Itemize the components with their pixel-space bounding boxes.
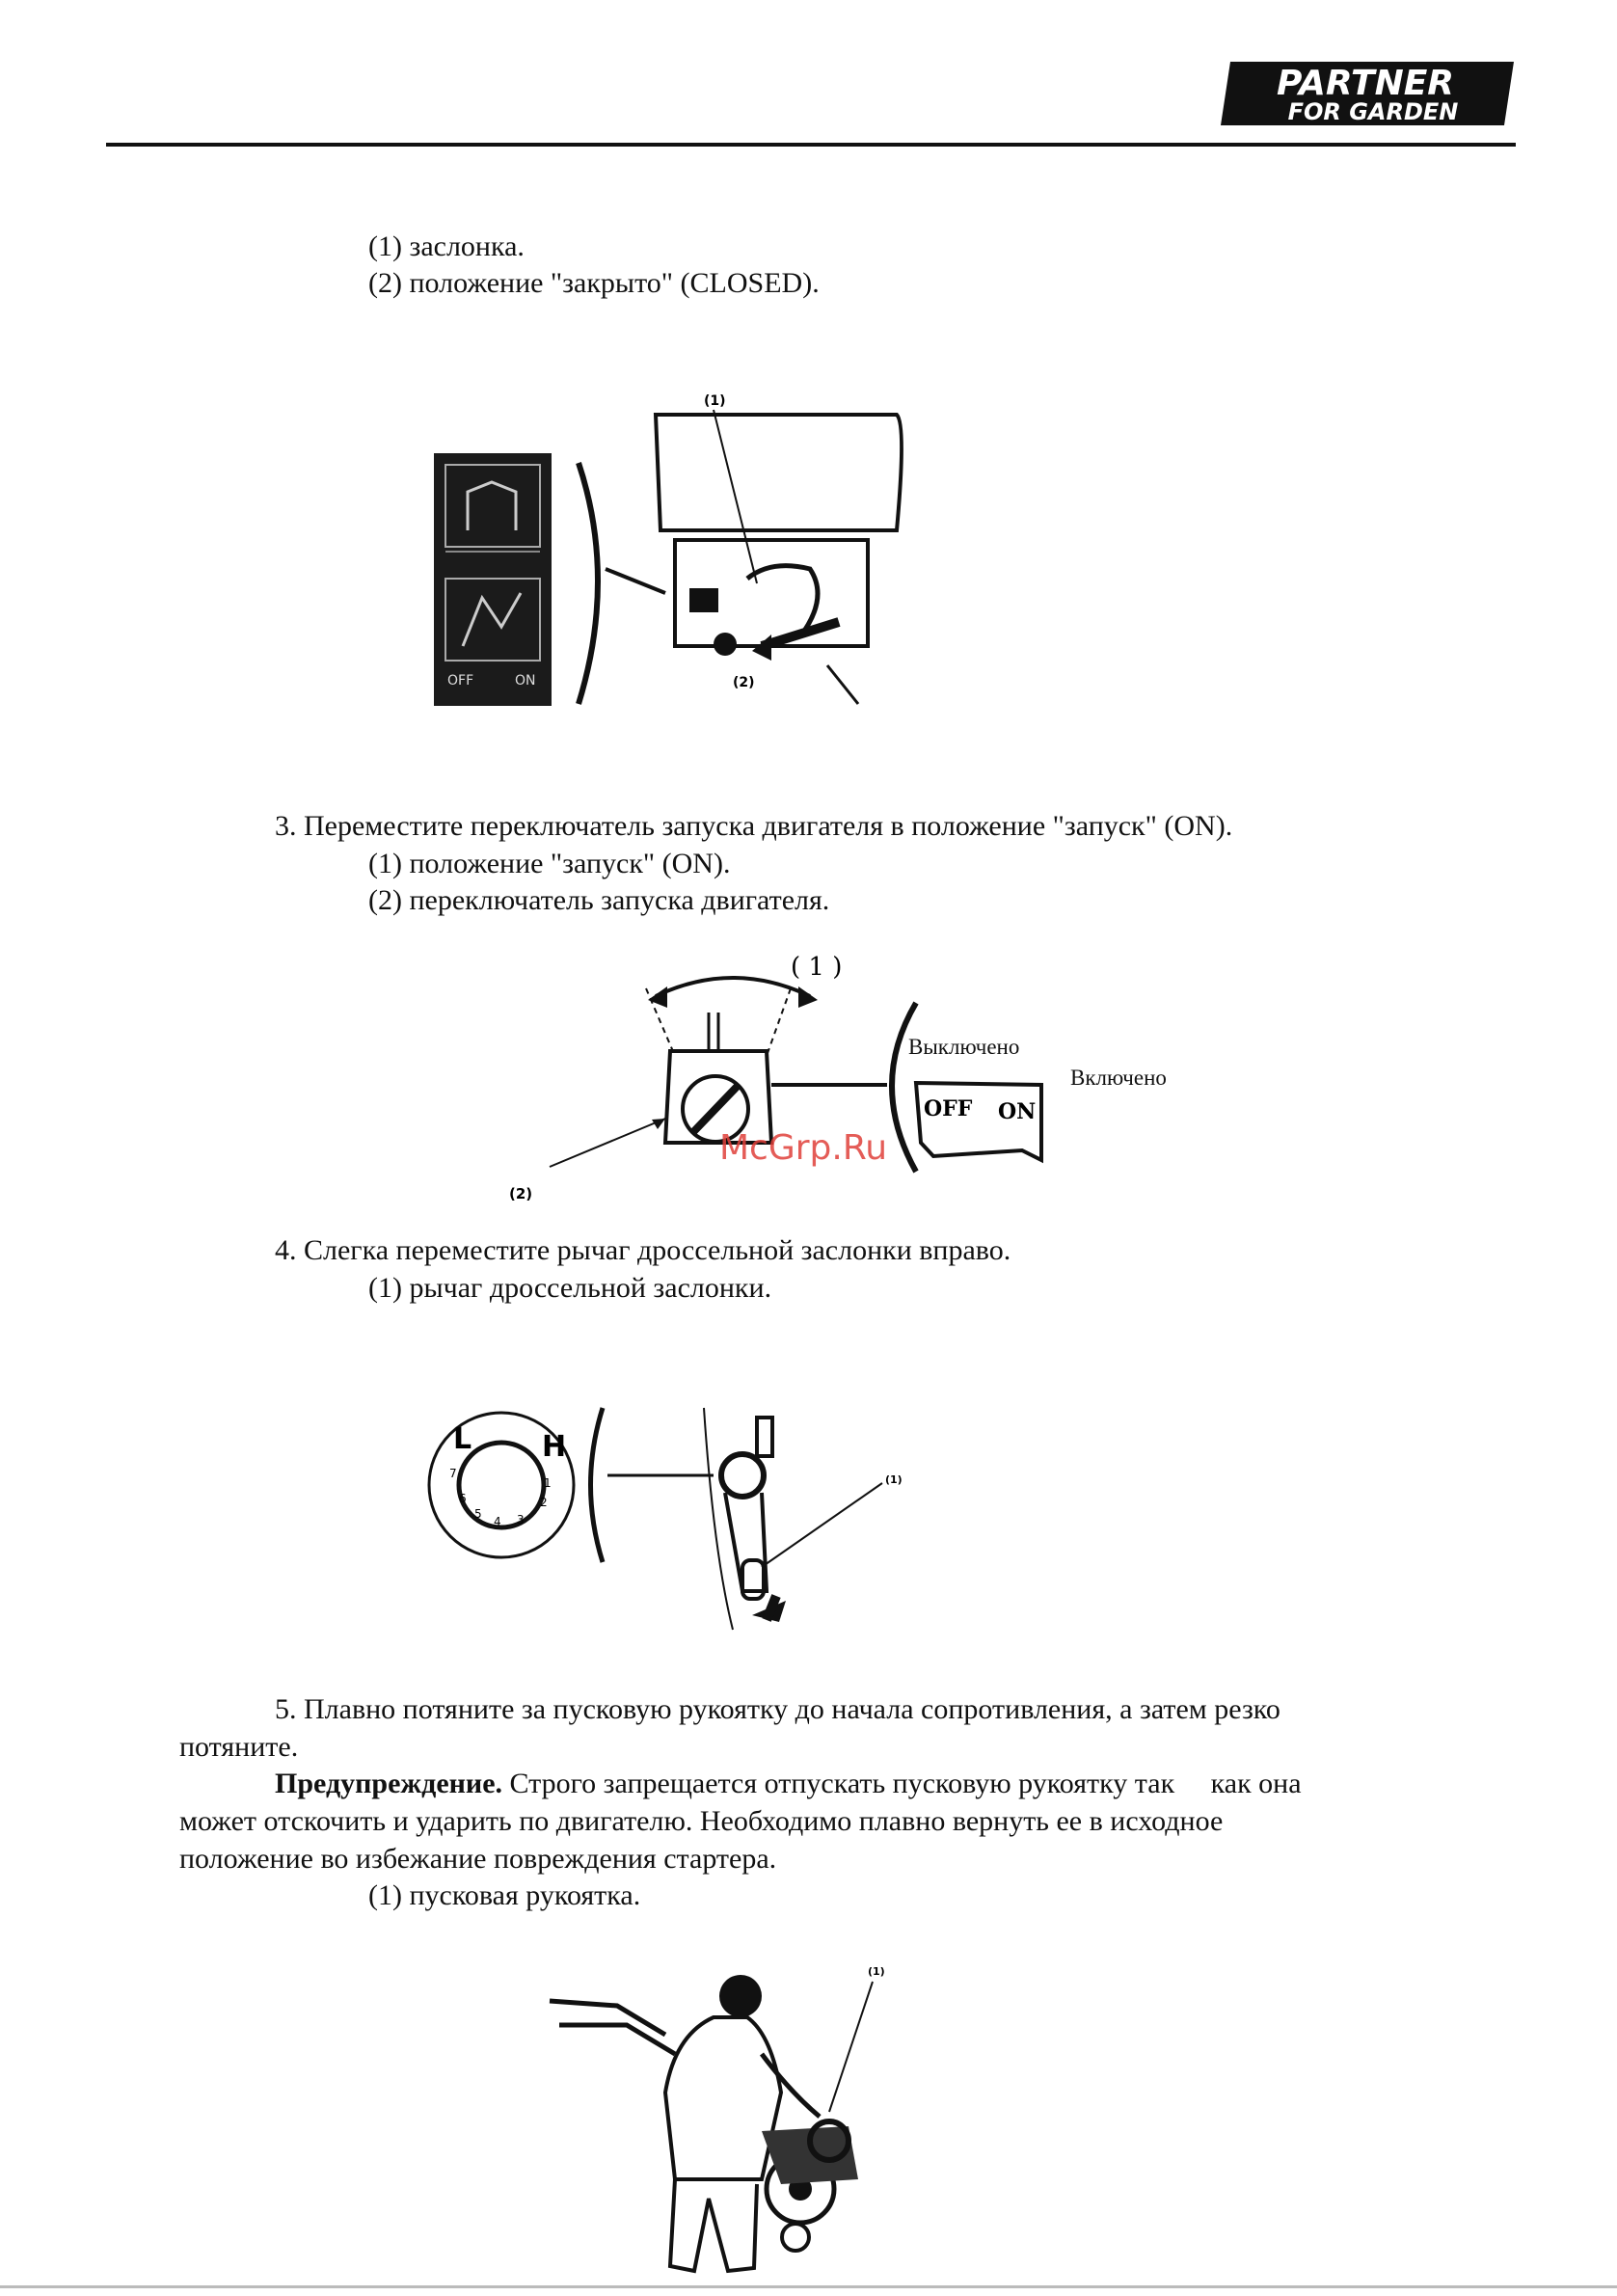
choke-panel-off: OFF: [447, 673, 474, 689]
warning-text-1: Строго запрещается отпускать пусковую рукоятку так как она: [509, 1768, 1302, 1799]
label-off: Выключено: [908, 1035, 1020, 1059]
choke-callout-2: (2): [733, 675, 755, 690]
step4-heading: 4. Слегка переместите рычаг дроссельной заслонки вправо.: [275, 1234, 1011, 1266]
choke-callout-1: (1): [704, 393, 726, 409]
warning-label: Предупреждение.: [275, 1768, 503, 1799]
footer-rule: [0, 2285, 1617, 2288]
brand-logo: [1221, 62, 1514, 125]
starter-callout-1: (1): [868, 1965, 885, 1978]
step3-item-2: (2) переключатель запуска двигателя.: [368, 884, 830, 916]
dial-num-7: 7: [449, 1467, 457, 1480]
dial-high: H: [542, 1430, 567, 1464]
throttle-callout-1: (1): [885, 1473, 903, 1486]
step3-heading: 3. Переместите переключатель запуска двигателя в положение "запуск" (ON).: [275, 810, 1233, 842]
dial-num-1: 1: [544, 1476, 552, 1490]
warning-line2: может отскочить и ударить по двигателю. Необходимо плавно вернуть ее в исходное: [179, 1805, 1224, 1837]
switch-callout-1: ( 1 ): [791, 953, 843, 982]
step3-item-1: (1) положение "запуск" (ON).: [368, 848, 731, 879]
brand-line1: PARTNER: [1276, 64, 1455, 103]
choke-figure: [424, 386, 964, 723]
switch-plate-on: ON: [998, 1099, 1037, 1124]
label-on: Включено: [1070, 1066, 1167, 1090]
brand-line2: FOR GARDEN: [1287, 98, 1459, 125]
warning-line1: [275, 1766, 1302, 1802]
watermark: McGrp.Ru: [719, 1128, 888, 1168]
step5-heading-line1: 5. Плавно потяните за пусковую рукоятку до начала сопротивления, а затем резко: [275, 1693, 1280, 1725]
choke-item-2: (2) положение "закрыто" (CLOSED).: [368, 267, 820, 299]
step4-item-1: (1) рычаг дроссельной заслонки.: [368, 1272, 772, 1304]
starter-figure: [540, 1948, 916, 2285]
brand-logo-graphic: [1221, 62, 1514, 125]
dial-num-6: 6: [459, 1492, 467, 1505]
dial-low: L: [453, 1422, 472, 1456]
dial-num-5: 5: [474, 1507, 482, 1521]
dial-num-2: 2: [540, 1496, 548, 1509]
choke-panel-on: ON: [515, 673, 536, 689]
switch-plate-off: OFF: [924, 1096, 973, 1121]
step5-item-1: (1) пусковая рукоятка.: [368, 1879, 641, 1911]
step5-heading-line2: потяните.: [179, 1731, 299, 1763]
dial-num-4: 4: [494, 1515, 501, 1528]
switch-callout-2: (2): [509, 1185, 533, 1202]
throttle-figure: [424, 1398, 926, 1649]
warning-line3: положение во избежание повреждения стартера.: [179, 1843, 777, 1875]
dial-num-3: 3: [517, 1513, 525, 1526]
switch-figure: [501, 950, 1099, 1210]
header-rule: [106, 143, 1516, 147]
choke-item-1: (1) заслонка.: [368, 230, 525, 262]
